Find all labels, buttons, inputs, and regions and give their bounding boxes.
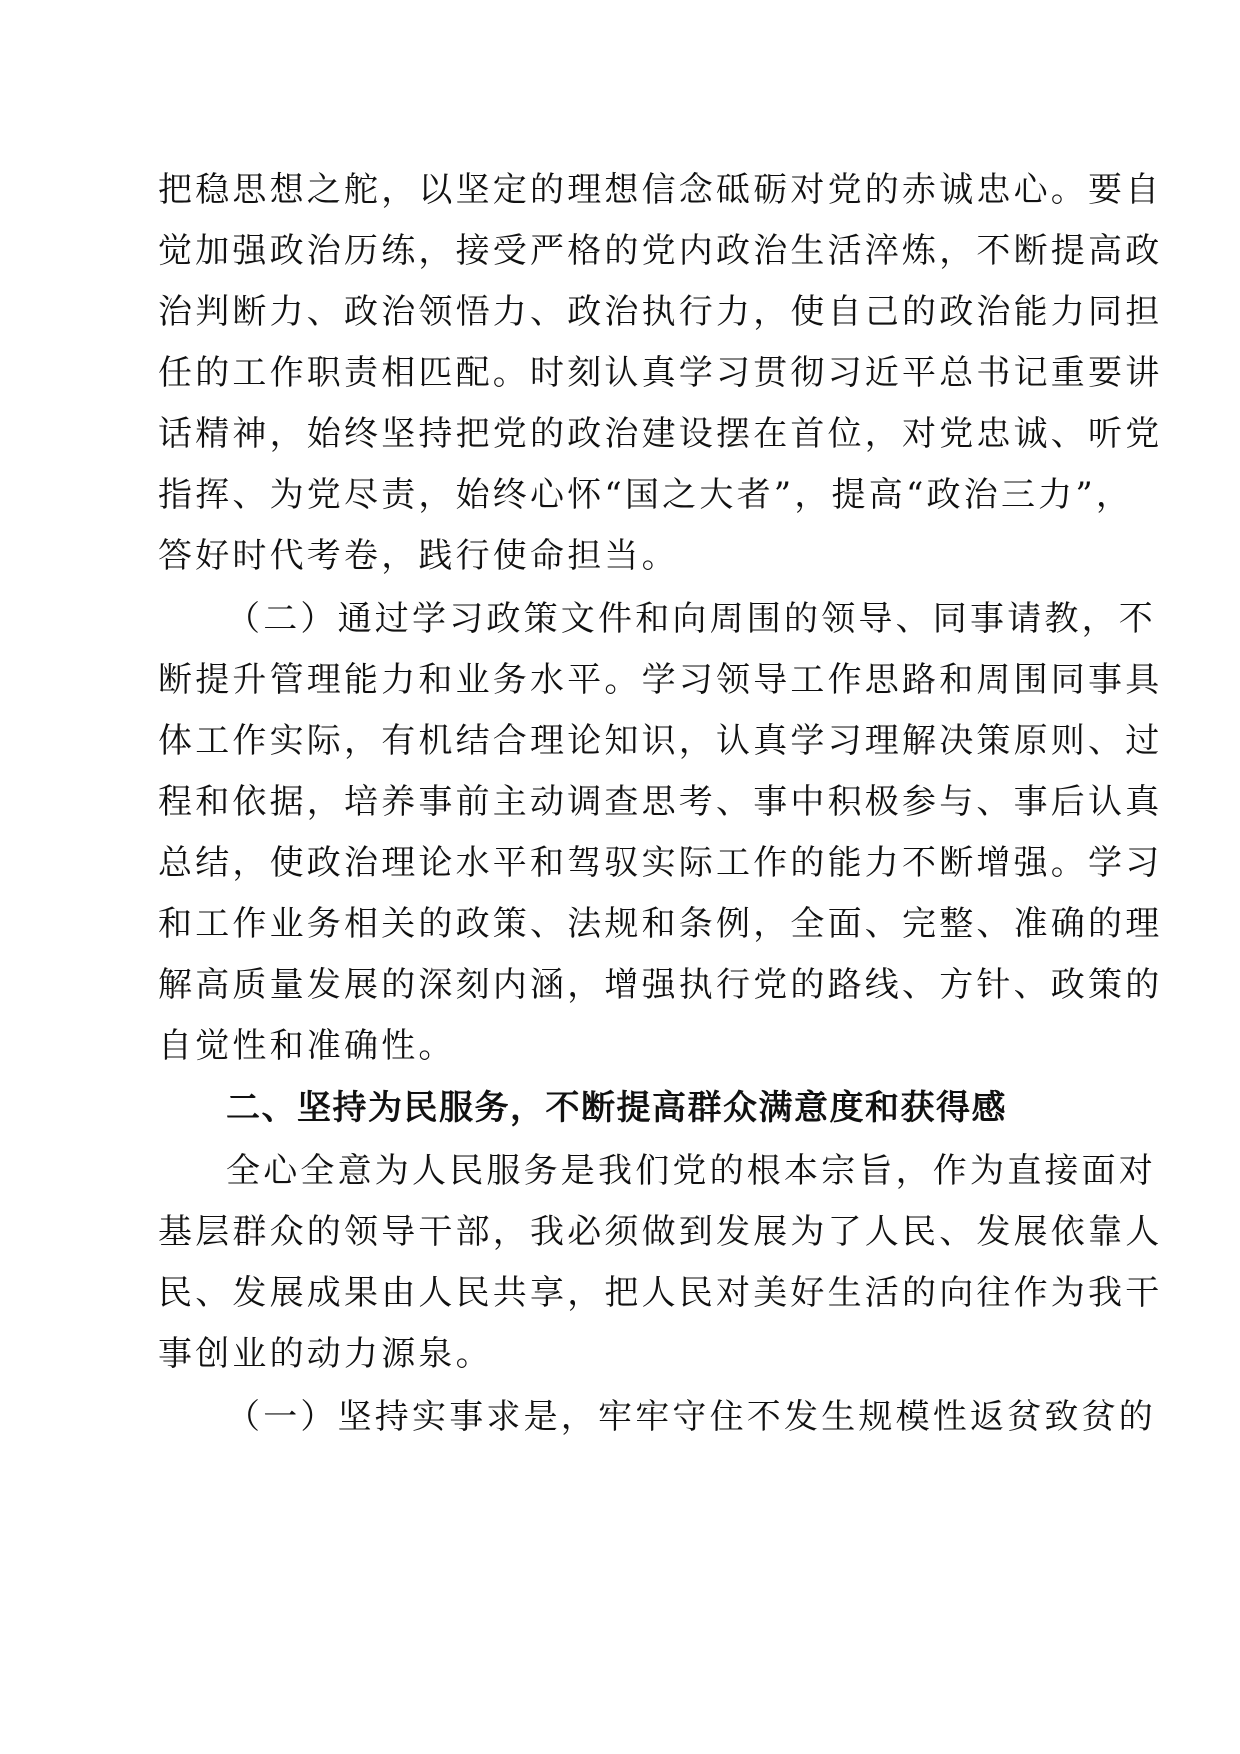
paragraph-first-line: 全心全意为人民服务是我们党的根本宗旨，作为直接面对 [226,1151,1156,1191]
text-line: 任的工作职责相匹配。时刻认真学习贯彻习近平总书记重要讲 [158,353,1163,393]
text-line: 程和依据，培养事前主动调查思考、事中积极参与、事后认真 [158,782,1163,822]
text-line: 和工作业务相关的政策、法规和条例，全面、完整、准确的理 [158,904,1163,944]
text-line: 把稳思想之舵，以坚定的理想信念砥砺对党的赤诚忠心。要自 [158,170,1163,210]
text-line: 指挥、为党尽责，始终心怀“国之大者”，提高“政治三力”， [158,475,1134,515]
text-line: 基层群众的领导干部，我必须做到发展为了人民、发展依靠人 [158,1212,1163,1252]
text-line: 答好时代考卷，践行使命担当。 [158,536,679,576]
text-line: 断提升管理能力和业务水平。学习领导工作思路和周围同事具 [158,660,1163,700]
text-line: 总结，使政治理论水平和驾驭实际工作的能力不断增强。学习 [158,843,1163,883]
subsection-line: （一）坚持实事求是，牢牢守住不发生规模性返贫致贫的 [226,1397,1156,1437]
section-heading: 二、坚持为民服务，不断提高群众满意度和获得感 [226,1088,1007,1128]
text-line: 事创业的动力源泉。 [158,1334,493,1374]
text-line: 体工作实际，有机结合理论知识，认真学习理解决策原则、过 [158,721,1163,761]
text-line: 治判断力、政治领悟力、政治执行力，使自己的政治能力同担 [158,292,1163,332]
text-line: 觉加强政治历练，接受严格的党内政治生活淬炼，不断提高政 [158,231,1163,271]
text-line: 民、发展成果由人民共享，把人民对美好生活的向往作为我干 [158,1273,1163,1313]
text-line: 话精神，始终坚持把党的政治建设摆在首位，对党忠诚、听党 [158,414,1163,454]
subsection-line: （二）通过学习政策文件和向周围的领导、同事请教，不 [226,599,1156,639]
text-line: 解高质量发展的深刻内涵，增强执行党的路线、方针、政策的 [158,965,1163,1005]
text-line: 自觉性和准确性。 [158,1026,456,1066]
